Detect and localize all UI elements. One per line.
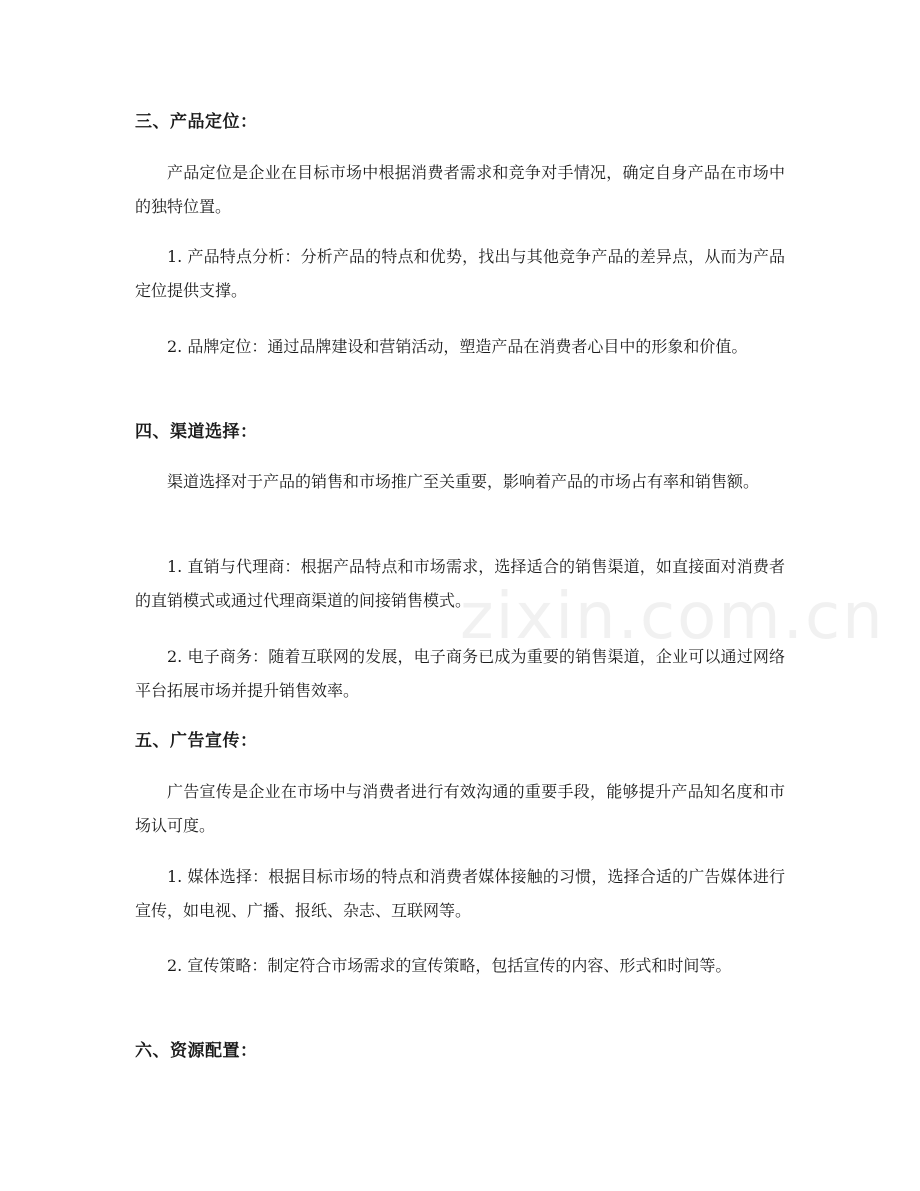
- watermark-text: zixin.com.cn: [460, 580, 885, 654]
- section-3-intro-paragraph: 产品定位是企业在目标市场中根据消费者需求和竞争对手情况，确定自身产品在市场中的独特位置。: [135, 163, 785, 216]
- section-heading-5: 五、广告宣传：: [135, 731, 258, 751]
- section-heading-4: 四、渠道选择：: [135, 422, 258, 442]
- section-3-item-2-paragraph: 2. 品牌定位：通过品牌建设和营销活动，塑造产品在消费者心目中的形象和价值。: [167, 337, 748, 356]
- section-5-intro-paragraph: 广告宣传是企业在市场中与消费者进行有效沟通的重要手段，能够提升产品知名度和市场认可度。: [135, 782, 785, 835]
- section-4-item-2-paragraph: 2. 电子商务：随着互联网的发展，电子商务已成为重要的销售渠道，企业可以通过网络平台拓展市场并提升销售效率。: [135, 647, 785, 700]
- section-4-item-1-paragraph: 1. 直销与代理商：根据产品特点和市场需求，选择适合的销售渠道，如直接面对消费者的直销模式或通过代理商渠道的间接销售模式。: [135, 557, 785, 610]
- section-heading-3: 三、产品定位：: [135, 112, 258, 132]
- section-5-item-1-paragraph: 1. 媒体选择：根据目标市场的特点和消费者媒体接触的习惯，选择合适的广告媒体进行宣传，如电视、广播、报纸、杂志、互联网等。: [135, 867, 785, 920]
- section-4-intro-paragraph: 渠道选择对于产品的销售和市场推广至关重要，影响着产品的市场占有率和销售额。: [167, 472, 760, 491]
- section-5-item-2-paragraph: 2. 宣传策略：制定符合市场需求的宣传策略，包括宣传的内容、形式和时间等。: [167, 956, 732, 975]
- section-3-item-1-paragraph: 1. 产品特点分析：分析产品的特点和优势，找出与其他竞争产品的差异点，从而为产品定位提供支撑。: [135, 247, 785, 300]
- section-heading-6: 六、资源配置：: [135, 1041, 258, 1061]
